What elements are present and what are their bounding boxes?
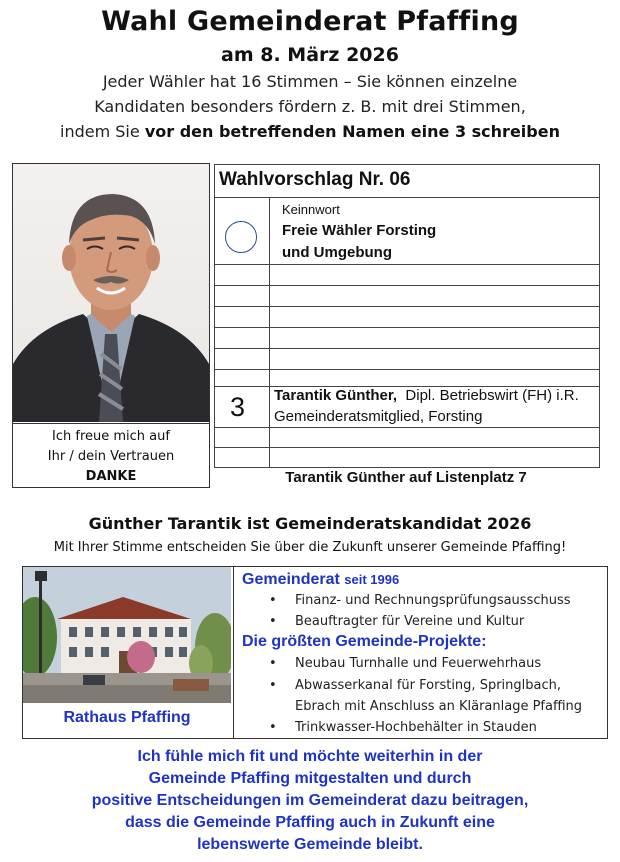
candidacy-subline: Mit Ihrer Stimme entscheiden Sie über die Zukunft unserer Gemeinde Pfaffing!	[53, 540, 567, 555]
closing-line-5: lebenswerte Gemeinde bleibt.	[197, 836, 423, 853]
ballot-sample	[214, 164, 600, 494]
ballot-heading: Wahlvorschlag Nr. 06	[219, 169, 411, 190]
photo-caption-line-2: Ihr / dein Vertrauen	[47, 449, 175, 464]
intro-line-3	[0, 122, 620, 141]
council-heading	[242, 571, 399, 589]
ballot-row-line	[214, 427, 600, 428]
project-item: • Trinkwasser-Hochbehälter in Stauden	[295, 717, 537, 738]
ballot-row-line	[214, 327, 600, 328]
party-name	[282, 220, 582, 264]
townhall-photo	[23, 567, 231, 703]
closing-line-4: dass die Gemeinde Pfaffing auch in Zukunft eine	[125, 814, 495, 831]
council-heading-title: Gemeinderat	[242, 571, 340, 588]
candidate-title: Dipl. Betriebswirt (FH) i.R.	[405, 387, 579, 404]
candidacy-heading: Günther Tarantik ist Gemeinderatskandidat 2026	[88, 514, 532, 533]
ballot-heading-divider	[214, 197, 600, 198]
council-since: seit 1996	[344, 572, 400, 587]
candidate-role: Gemeinderatsmitglied, Forsting	[274, 408, 483, 425]
council-item: • Finanz- und Rechnungsprüfungsausschuss	[295, 590, 571, 611]
ballot-row-line	[214, 369, 600, 370]
intro-line-1: Jeder Wähler hat 16 Stimmen – Sie können einzelne	[102, 72, 518, 91]
candidate-portrait	[13, 164, 209, 422]
info-box	[22, 566, 608, 739]
ballot-row-line	[214, 285, 600, 286]
election-date: am 8. März 2026	[221, 44, 399, 66]
project-item: • Abwasserkanal für Forsting, Springlbach,	[295, 675, 561, 696]
ballot-party-circle	[225, 221, 257, 253]
list-position: Tarantik Günther auf Listenplatz 7	[285, 469, 527, 486]
ballot-row-line	[214, 447, 600, 448]
closing-line-1: Ich fühle mich fit und möchte weiterhin in der	[137, 748, 483, 765]
party-name-line-2: und Umgebung	[282, 244, 392, 261]
ballot-border-right	[599, 164, 600, 468]
photo-caption-thanks: DANKE	[85, 469, 137, 484]
intro-line-3-start: indem Sie	[60, 122, 145, 141]
ballot-border-left	[214, 164, 215, 468]
townhall-caption: Rathaus Pfaffing	[63, 709, 191, 726]
project-item-continued: Ebrach mit Anschluss an Kläranlage Pfaffing	[295, 699, 583, 714]
intro-line-2: Kandidaten besonders fördern z. B. mit drei Stimmen,	[94, 97, 526, 116]
info-box-divider	[233, 567, 234, 738]
photo-caption-line-1: Ich freue mich auf	[52, 429, 170, 444]
closing-line-3: positive Entscheidungen im Gemeinderat dazu beitragen,	[91, 792, 529, 809]
intro-line-3-emphasis: vor den betreffenden Namen eine 3 schreiben	[144, 122, 560, 141]
party-name-line-1: Freie Wähler Forsting	[282, 222, 437, 239]
project-item: • Neubau Turnhalle und Feuerwehrhaus	[295, 653, 541, 674]
vote-count: 3	[230, 392, 246, 422]
candidate-photo-box	[12, 163, 210, 488]
photo-caption	[13, 423, 209, 487]
candidate-name: Tarantik Günther,	[274, 387, 398, 404]
ballot-row-line	[214, 348, 600, 349]
ballot-border-top	[214, 164, 600, 165]
projects-heading: Die größten Gemeinde-Projekte:	[242, 633, 487, 650]
page-title: Wahl Gemeinderat Pfaffing	[101, 6, 519, 37]
closing-line-2: Gemeinde Pfaffing mitgestalten und durch	[148, 770, 472, 787]
kennwort-label: Keinnwort	[282, 202, 340, 217]
council-item: • Beauftragter für Vereine und Kultur	[295, 611, 524, 632]
ballot-row-line	[214, 306, 600, 307]
ballot-row-line	[214, 467, 600, 468]
candidate-entry	[274, 387, 579, 404]
ballot-row-line	[214, 264, 600, 265]
